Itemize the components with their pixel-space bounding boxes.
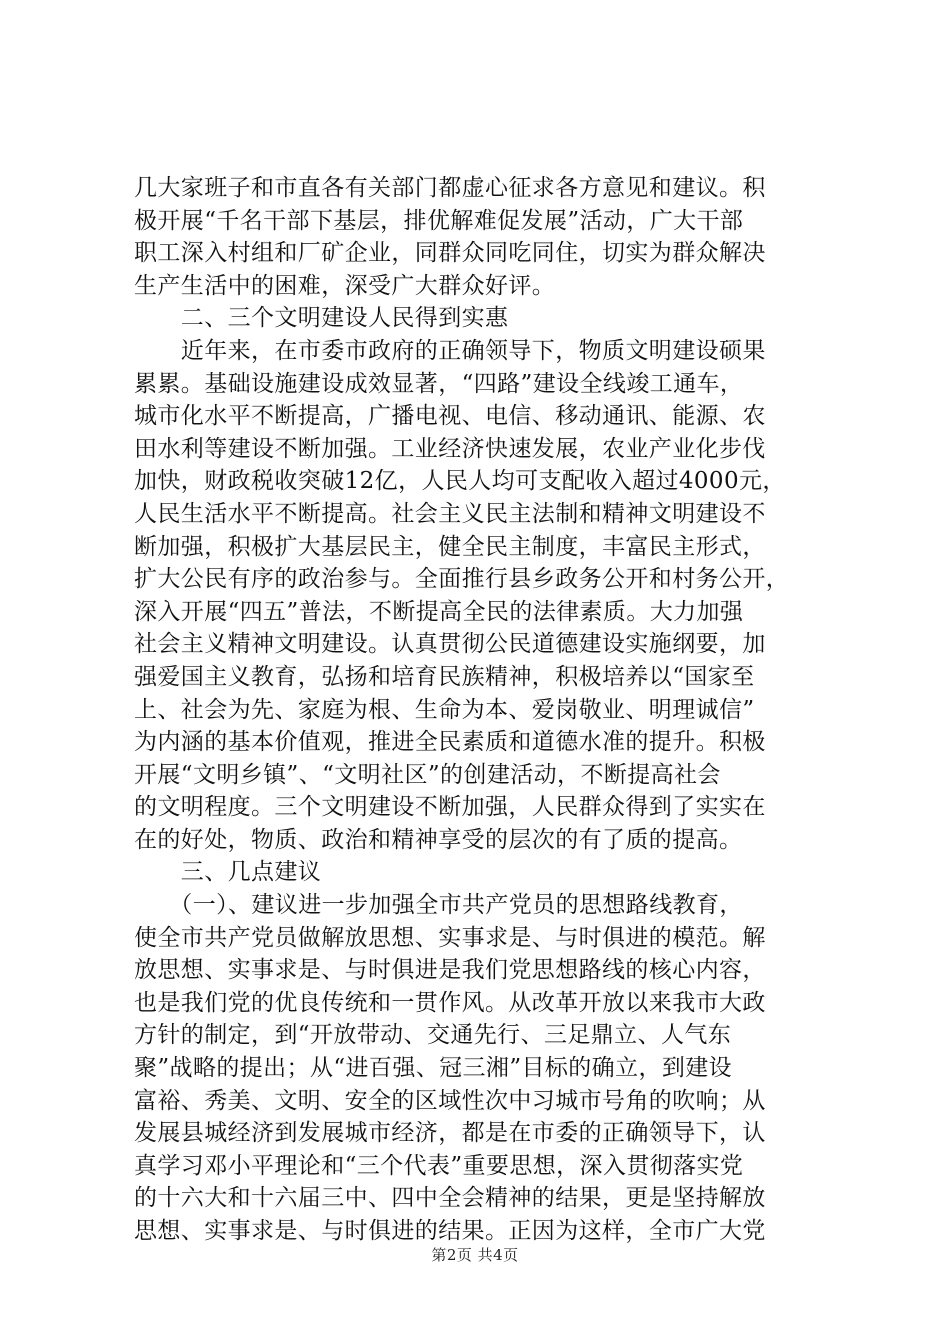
- text-line: 生产生活中的困难，深受广大群众好评。: [134, 272, 556, 299]
- text-line: 强爱国主义教育，弘扬和培育民族精神，积极培养以“国家至: [134, 663, 755, 690]
- text-line: 的十六大和十六届三中、四中全会精神的结果，更是坚持解放: [134, 1185, 766, 1212]
- text-line: 深入开展“四五”普法，不断提高全民的法律素质。大力加强: [134, 598, 744, 625]
- text-line: 在的好处，物质、政治和精神享受的层次的有了质的提高。: [134, 826, 743, 853]
- text-line: 城市化水平不断提高，广播电视、电信、移动通讯、能源、农: [134, 403, 766, 430]
- text-line: 聚”战略的提出；从“进百强、冠三湘”目标的确立，到建设: [134, 1055, 733, 1082]
- text-line: 田水利等建设不断加强。工业经济快速发展，农业产业化步伐: [134, 435, 766, 462]
- text-line: 职工深入村组和厂矿企业，同群众同吃同住，切实为群众解决: [134, 240, 766, 267]
- text-line: 发展县城经济到发展城市经济，都是在市委的正确领导下，认: [134, 1120, 766, 1147]
- text-line: 累累。基础设施建设成效显著，“四路”建设全线竣工通车，: [134, 370, 744, 397]
- text-line: 为内涵的基本价值观，推进全民素质和道德水准的提升。积极: [134, 729, 766, 756]
- text-line: 断加强，积极扩大基层民主，健全民主制度，丰富民主形式，: [134, 533, 766, 560]
- section-heading: 三、几点建议: [134, 859, 322, 886]
- text-line: 使全市共产党员做解放思想、实事求是、与时俱进的模范。解: [134, 924, 766, 951]
- text-line: 扩大公民有序的政治参与。全面推行县乡政务公开和村务公开，: [134, 566, 790, 593]
- text-line: 社会主义精神文明建设。认真贯彻公民道德建设实施纲要，加: [134, 631, 766, 658]
- text-line: 上、社会为先、家庭为根、生命为本、爱岗敬业、明理诚信”: [134, 696, 755, 723]
- text-line: 人民生活水平不断提高。社会主义民主法制和精神文明建设不: [134, 500, 766, 527]
- text-line: 真学习邓小平理论和“三个代表”重要思想，深入贯彻落实党: [134, 1152, 744, 1179]
- text-line: 也是我们党的优良传统和一贯作风。从改革开放以来我市大政: [134, 989, 766, 1016]
- text-line: （一）、建议进一步加强全市共产党员的思想路线教育，: [134, 892, 743, 919]
- text-line: 方针的制定，到“开放带动、交通先行、三足鼎立、人气东: [134, 1022, 732, 1049]
- text-line: 几大家班子和市直各有关部门都虚心征求各方意见和建议。积: [134, 175, 766, 201]
- section-heading: 二、三个文明建设人民得到实惠: [134, 305, 509, 332]
- text-line: 放思想、实事求是、与时俱进是我们党思想路线的核心内容，: [134, 957, 766, 984]
- page-number-footer: 第2页 共4页: [431, 1246, 519, 1264]
- text-line: 思想、实事求是、与时俱进的结果。正因为这样，全市广大党: [134, 1218, 766, 1244]
- text-line: 开展“文明乡镇”、“文明社区”的创建活动，不断提高社会: [134, 761, 721, 788]
- text-line: 加快，财政税收突破12亿，人民人均可支配收入超过4000元，: [134, 468, 786, 495]
- text-line: 极开展“千名干部下基层，排优解难促发展”活动，广大干部: [134, 207, 744, 234]
- text-line: 的文明程度。三个文明建设不断加强，人民群众得到了实实在: [134, 794, 766, 821]
- text-line: 近年来，在市委市政府的正确领导下，物质文明建设硕果: [134, 337, 766, 364]
- document-body: [134, 172, 834, 1248]
- text-line: 富裕、秀美、文明、安全的区域性次中习城市号角的吹响；从: [134, 1087, 766, 1114]
